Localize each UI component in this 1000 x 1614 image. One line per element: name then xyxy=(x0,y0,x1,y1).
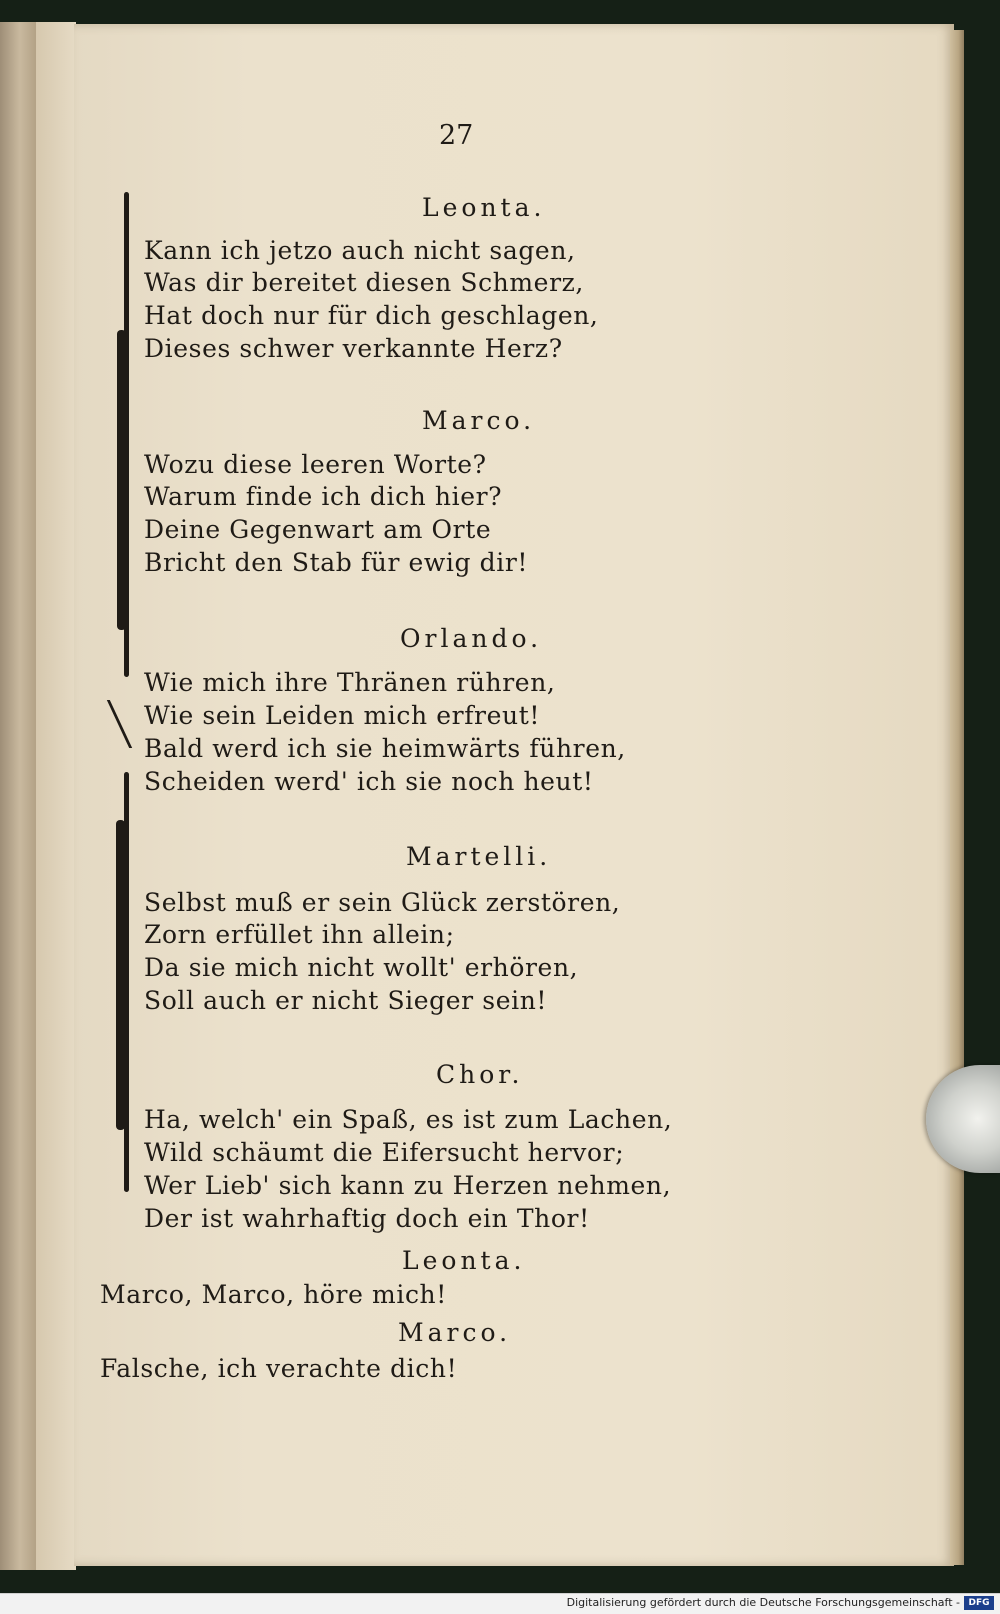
verse-line: Kann ich jetzo auch nicht sagen, xyxy=(144,236,576,265)
verse-line: Wie mich ihre Thränen rühren, xyxy=(144,668,556,697)
speaker-heading: Orlando. xyxy=(400,624,543,653)
verse-line: Der ist wahrhaftig doch ein Thor! xyxy=(144,1204,590,1233)
speaker-heading: Marco. xyxy=(422,406,536,435)
speaker-heading: Leonta. xyxy=(422,193,546,222)
verse-line: Falsche, ich verachte dich! xyxy=(100,1354,458,1383)
verse-line: Dieses schwer verkannte Herz? xyxy=(144,334,563,363)
book-gutter xyxy=(36,22,76,1570)
speaker-heading: Chor. xyxy=(436,1060,524,1089)
verse-line: Zorn erfüllet ihn allein; xyxy=(144,920,455,949)
verse-line: Bricht den Stab für ewig dir! xyxy=(144,548,529,577)
verse-line: Selbst muß er sein Glück zerstören, xyxy=(144,888,621,917)
verse-line: Warum finde ich dich hier? xyxy=(144,482,503,511)
ensemble-bracket-top-thick xyxy=(117,330,126,630)
verse-line: Wild schäumt die Eifersucht hervor; xyxy=(144,1138,625,1167)
verse-line: Marco, Marco, höre mich! xyxy=(100,1280,447,1309)
speaker-heading: Marco. xyxy=(398,1318,512,1347)
page-number: 27 xyxy=(439,120,474,151)
page-stack-edge xyxy=(950,30,964,1565)
ensemble-bracket-bottom-thick xyxy=(116,820,125,1130)
verse-line: Soll auch er nicht Sieger sein! xyxy=(144,986,548,1015)
funding-credit: Digitalisierung gefördert durch die Deutsche Forschungsgemeinschaft - xyxy=(566,1596,960,1609)
speaker-heading: Martelli. xyxy=(406,842,552,871)
verse-line: Ha, welch' ein Spaß, es ist zum Lachen, xyxy=(144,1105,673,1134)
verse-line: Scheiden werd' ich sie noch heut! xyxy=(144,767,594,796)
verse-line: Wozu diese leeren Worte? xyxy=(144,450,487,479)
speaker-heading: Leonta. xyxy=(402,1246,526,1275)
dfg-logo: DFG xyxy=(964,1596,994,1610)
verse-line: Deine Gegenwart am Orte xyxy=(144,515,492,544)
verse-line: Was dir bereitet diesen Schmerz, xyxy=(144,268,584,297)
verse-line: Bald werd ich sie heimwärts führen, xyxy=(144,734,626,763)
verse-line: Wie sein Leiden mich erfreut! xyxy=(144,701,540,730)
verse-line: Hat doch nur für dich geschlagen, xyxy=(144,301,599,330)
verse-line: Wer Lieb' sich kann zu Herzen nehmen, xyxy=(144,1171,672,1200)
verse-line: Da sie mich nicht wollt' erhören, xyxy=(144,953,579,982)
left-page-edge xyxy=(0,22,37,1570)
